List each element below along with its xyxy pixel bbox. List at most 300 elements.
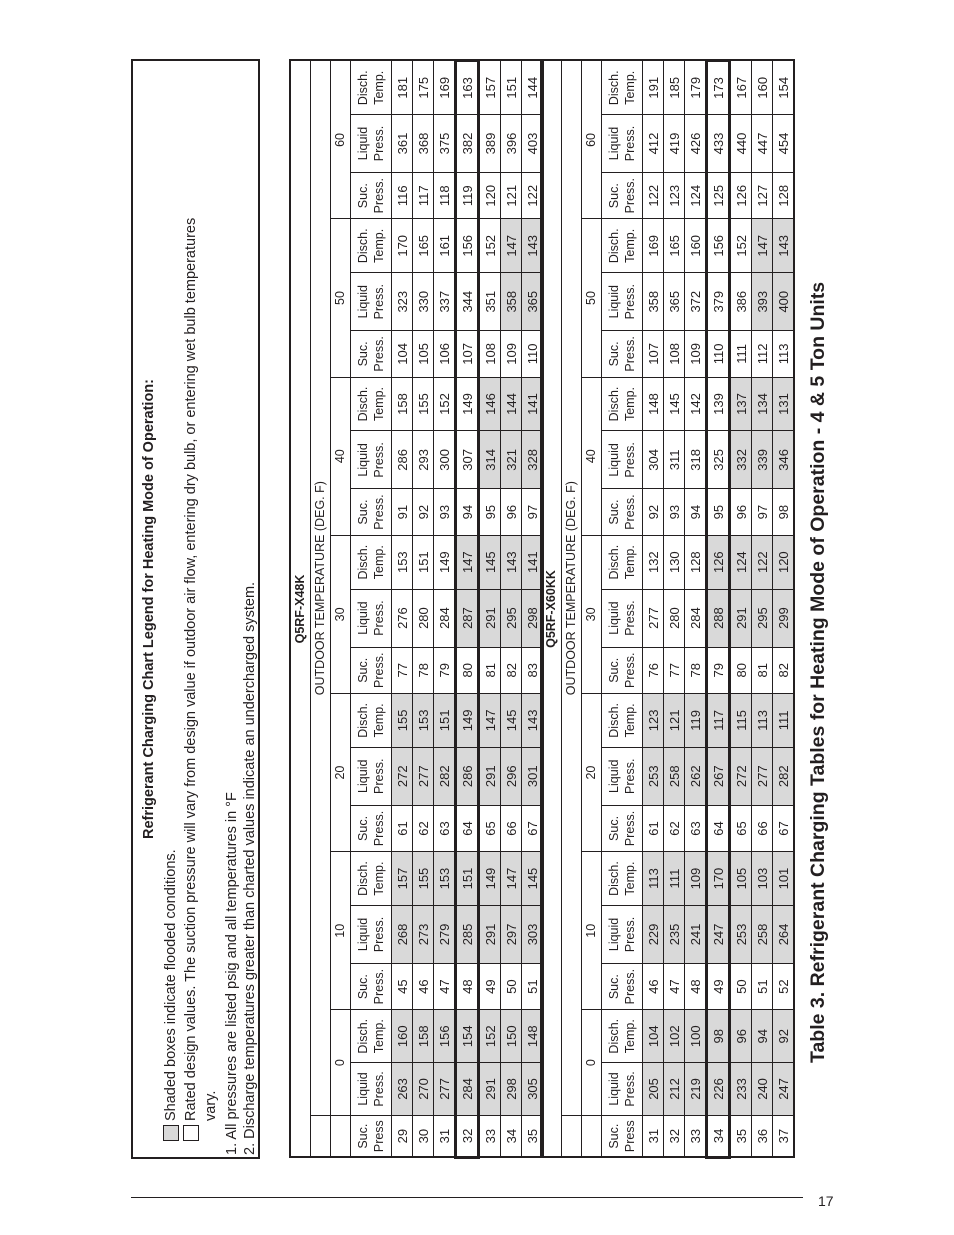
- row-suction-pressure: 31: [643, 1115, 664, 1157]
- data-cell: 154: [456, 1010, 479, 1063]
- data-cell: 82: [501, 647, 522, 693]
- suction-pressure-col-header: [602, 805, 643, 851]
- discharge-temp-col-header-line1: Disch.: [607, 703, 621, 738]
- suction-pressure-col-header-line2: Press.: [372, 968, 386, 1005]
- legend-box: [131, 59, 260, 1159]
- data-cell: 124: [685, 173, 707, 219]
- suction-pressure-col-header-line1: Suc.: [356, 499, 370, 525]
- suction-pressure-col-header-line1: Suc.: [356, 974, 370, 1000]
- data-cell: 127: [752, 173, 773, 219]
- data-cell: 267: [707, 747, 730, 805]
- data-cell: 272: [730, 747, 752, 805]
- data-cell: 291: [730, 589, 752, 647]
- row-suction-pressure: 32: [456, 1115, 479, 1157]
- data-cell: 346: [773, 431, 795, 489]
- discharge-temp-col-header-line2: Temp.: [372, 861, 386, 896]
- suction-pressure-col-header: [602, 331, 643, 377]
- data-cell: 121: [664, 693, 685, 747]
- data-cell: 212: [664, 1063, 685, 1116]
- data-cell: 303: [522, 905, 544, 963]
- table-row: [707, 61, 730, 1158]
- data-cell: 339: [752, 431, 773, 489]
- data-cell: 118: [434, 173, 456, 219]
- data-cell: 170: [707, 852, 730, 906]
- table-row: [773, 61, 795, 1158]
- liquid-pressure-col-header: [351, 589, 392, 647]
- data-cell: 147: [501, 852, 522, 906]
- outdoor-spacer: [562, 1115, 582, 1157]
- discharge-temp-col-header-line1: Disch.: [356, 70, 370, 106]
- footer-rule: [131, 1197, 803, 1198]
- data-cell: 286: [392, 431, 413, 489]
- data-cell: 191: [643, 61, 664, 115]
- data-cell: 454: [773, 115, 795, 173]
- data-cell: 64: [707, 805, 730, 851]
- table-row: [685, 61, 707, 1158]
- discharge-temp-col-header-line1: Disch.: [356, 703, 370, 738]
- legend-title: Refrigerant Charging Chart Legend for Heating Mode of Operation:: [141, 379, 157, 839]
- data-cell: 328: [522, 431, 544, 489]
- data-cell: 149: [456, 693, 479, 747]
- data-cell: 258: [664, 747, 685, 805]
- table-row: [730, 61, 752, 1158]
- data-cell: 337: [434, 273, 456, 331]
- data-cell: 147: [752, 219, 773, 273]
- data-cell: 229: [643, 905, 664, 963]
- data-cell: 382: [456, 115, 479, 173]
- data-cell: 148: [522, 1010, 544, 1063]
- suction-pressure-col-header-line1: Suc.: [356, 815, 370, 841]
- data-cell: 279: [434, 905, 456, 963]
- discharge-temp-col-header-line2: Temp.: [623, 228, 637, 263]
- data-cell: 97: [522, 489, 544, 535]
- data-cell: 47: [434, 963, 456, 1009]
- data-cell: 235: [664, 905, 685, 963]
- liquid-pressure-col-header-line1: Liquid: [356, 601, 370, 635]
- discharge-temp-col-header-line1: Disch.: [356, 228, 370, 264]
- liquid-pressure-col-header-line1: Liquid: [607, 443, 621, 477]
- discharge-temp-col-header-line2: Temp.: [372, 1019, 386, 1054]
- data-cell: 48: [685, 963, 707, 1009]
- data-cell: 205: [643, 1063, 664, 1116]
- data-cell: 111: [730, 331, 752, 377]
- data-cell: 268: [392, 905, 413, 963]
- legend-rated-text: Rated design values. The suction pressure will vary from design value if outdoor air flow, entering dry bulb, or entering wet bulb temperatures: [183, 217, 199, 1121]
- row-suction-pressure: 30: [413, 1115, 434, 1157]
- row-suction-pressure: 37: [773, 1115, 795, 1157]
- discharge-temp-col-header-line2: Temp.: [372, 703, 386, 738]
- liquid-pressure-col-header: [602, 905, 643, 963]
- suction-pressure-col-header-line2: Press.: [372, 336, 386, 372]
- data-cell: 113: [643, 852, 664, 906]
- data-cell: 158: [413, 1010, 434, 1063]
- data-cell: 120: [479, 173, 501, 219]
- data-cell: 67: [773, 805, 795, 851]
- liquid-pressure-col-header-line2: Press.: [372, 283, 386, 320]
- liquid-pressure-col-header-line2: Press.: [623, 283, 637, 320]
- suction-pressure-col-header-line1: Suc.: [356, 657, 370, 683]
- legend-shaded-text: Shaded boxes indicate flooded conditions.: [163, 849, 179, 1121]
- discharge-temp-col-header-line2: Temp.: [623, 1019, 637, 1054]
- outdoor-temp-50: 50: [331, 219, 351, 377]
- data-cell: 126: [730, 173, 752, 219]
- outdoor-temp-30: 30: [331, 535, 351, 693]
- suction-pressure-col-header-line2: Press.: [372, 177, 386, 214]
- suction-pressure-col-header-line1: Suc.: [607, 815, 621, 841]
- discharge-temp-col-header: [602, 1010, 643, 1063]
- table-row: [752, 61, 773, 1158]
- data-cell: 147: [456, 535, 479, 589]
- data-cell: 298: [501, 1063, 522, 1116]
- liquid-pressure-col-header-line2: Press.: [623, 600, 637, 636]
- discharge-temp-col-header: [351, 1010, 392, 1063]
- data-cell: 107: [456, 331, 479, 377]
- suction-pressure-header-line1: Suc.: [356, 1123, 370, 1149]
- data-cell: 80: [456, 647, 479, 693]
- liquid-pressure-col-header-line1: Liquid: [356, 285, 370, 319]
- data-cell: 108: [664, 331, 685, 377]
- data-cell: 115: [730, 693, 752, 747]
- data-cell: 117: [413, 173, 434, 219]
- data-cell: 147: [501, 219, 522, 273]
- data-cell: 165: [664, 219, 685, 273]
- data-cell: 111: [773, 693, 795, 747]
- data-cell: 155: [413, 852, 434, 906]
- liquid-pressure-col-header-line2: Press.: [372, 758, 386, 794]
- data-cell: 173: [707, 61, 730, 115]
- discharge-temp-col-header-line1: Disch.: [356, 1018, 370, 1054]
- data-cell: 46: [643, 963, 664, 1009]
- data-cell: 301: [522, 747, 544, 805]
- data-cell: 330: [413, 273, 434, 331]
- data-cell: 393: [752, 273, 773, 331]
- liquid-pressure-col-header-line1: Liquid: [607, 126, 621, 161]
- discharge-temp-col-header-line1: Disch.: [607, 386, 621, 422]
- data-cell: 149: [456, 377, 479, 431]
- data-cell: 285: [456, 905, 479, 963]
- liquid-pressure-col-header: [602, 1063, 643, 1116]
- data-cell: 264: [773, 905, 795, 963]
- charging-table-x60kk: [540, 59, 795, 1159]
- data-cell: 79: [434, 647, 456, 693]
- outdoor-temp-30: 30: [582, 535, 602, 693]
- data-cell: 152: [434, 377, 456, 431]
- data-cell: 66: [752, 805, 773, 851]
- data-cell: 145: [522, 852, 544, 906]
- data-cell: 400: [773, 273, 795, 331]
- data-cell: 48: [456, 963, 479, 1009]
- model-name: Q5RF-X60KK: [541, 61, 562, 1158]
- outdoor-temperature-header: OUTDOOR TEMPERATURE (DEG. F): [562, 61, 582, 1116]
- data-cell: 152: [730, 219, 752, 273]
- liquid-pressure-col-header-line1: Liquid: [607, 1072, 621, 1106]
- data-cell: 280: [664, 589, 685, 647]
- liquid-pressure-col-header-line2: Press.: [372, 600, 386, 636]
- data-cell: 131: [773, 377, 795, 431]
- data-cell: 63: [685, 805, 707, 851]
- data-cell: 447: [752, 115, 773, 173]
- data-cell: 62: [413, 805, 434, 851]
- data-cell: 156: [707, 219, 730, 273]
- data-cell: 95: [479, 489, 501, 535]
- discharge-temp-col-header: [602, 535, 643, 589]
- suction-pressure-col-header: [351, 331, 392, 377]
- data-cell: 263: [392, 1063, 413, 1116]
- data-cell: 158: [392, 377, 413, 431]
- data-cell: 368: [413, 115, 434, 173]
- data-cell: 96: [730, 1010, 752, 1063]
- data-cell: 106: [434, 331, 456, 377]
- data-cell: 151: [434, 693, 456, 747]
- data-cell: 299: [773, 589, 795, 647]
- suction-pressure-col-header-line1: Suc.: [607, 974, 621, 1000]
- liquid-pressure-col-header-line1: Liquid: [607, 917, 621, 952]
- data-cell: 76: [643, 647, 664, 693]
- liquid-pressure-col-header-line1: Liquid: [356, 917, 370, 952]
- data-cell: 175: [413, 61, 434, 115]
- data-cell: 61: [392, 805, 413, 851]
- discharge-temp-col-header: [351, 852, 392, 906]
- outdoor-row: [311, 61, 331, 1158]
- data-cell: 143: [501, 535, 522, 589]
- data-cell: 100: [685, 1010, 707, 1063]
- data-cell: 52: [773, 963, 795, 1009]
- data-cell: 153: [434, 852, 456, 906]
- suction-pressure-col-header-line2: Press.: [623, 494, 637, 530]
- data-cell: 65: [479, 805, 501, 851]
- data-cell: 51: [752, 963, 773, 1009]
- temperature-row: [331, 61, 351, 1158]
- data-cell: 295: [501, 589, 522, 647]
- data-cell: 258: [752, 905, 773, 963]
- data-cell: 94: [685, 489, 707, 535]
- data-cell: 277: [643, 589, 664, 647]
- data-cell: 247: [773, 1063, 795, 1116]
- data-cell: 122: [643, 173, 664, 219]
- liquid-pressure-col-header-line2: Press.: [623, 442, 637, 478]
- data-cell: 143: [522, 219, 544, 273]
- discharge-temp-col-header-line2: Temp.: [372, 545, 386, 580]
- data-cell: 284: [685, 589, 707, 647]
- suction-pressure-header-line2: Press: [623, 1120, 637, 1153]
- data-cell: 304: [643, 431, 664, 489]
- data-cell: 307: [456, 431, 479, 489]
- data-cell: 64: [456, 805, 479, 851]
- suction-pressure-col-header-line1: Suc.: [607, 341, 621, 367]
- data-cell: 351: [479, 273, 501, 331]
- data-cell: 151: [456, 852, 479, 906]
- data-cell: 154: [773, 61, 795, 115]
- data-cell: 103: [752, 852, 773, 906]
- data-cell: 147: [479, 693, 501, 747]
- discharge-temp-col-header-line1: Disch.: [607, 1018, 621, 1054]
- liquid-pressure-col-header-line1: Liquid: [356, 443, 370, 477]
- discharge-temp-col-header-line1: Disch.: [356, 861, 370, 896]
- data-cell: 161: [434, 219, 456, 273]
- suction-pressure-col-header-line2: Press.: [623, 968, 637, 1005]
- temperature-row: [582, 61, 602, 1158]
- table-row: [413, 61, 434, 1158]
- discharge-temp-col-header-line2: Temp.: [623, 703, 637, 738]
- model-row: [541, 61, 562, 1158]
- discharge-temp-col-header: [351, 535, 392, 589]
- data-cell: 296: [501, 747, 522, 805]
- data-cell: 150: [501, 1010, 522, 1063]
- data-cell: 165: [413, 219, 434, 273]
- data-cell: 102: [664, 1010, 685, 1063]
- data-cell: 291: [479, 1063, 501, 1116]
- data-cell: 104: [392, 331, 413, 377]
- data-cell: 156: [434, 1010, 456, 1063]
- data-cell: 284: [434, 589, 456, 647]
- discharge-temp-col-header-line2: Temp.: [623, 70, 637, 105]
- suction-pressure-col-header-line1: Suc.: [607, 499, 621, 525]
- data-cell: 63: [434, 805, 456, 851]
- data-cell: 119: [456, 173, 479, 219]
- liquid-pressure-col-header-line1: Liquid: [607, 759, 621, 793]
- data-cell: 113: [773, 331, 795, 377]
- charging-table-x48k: [289, 59, 544, 1159]
- data-cell: 111: [664, 852, 685, 906]
- data-cell: 98: [707, 1010, 730, 1063]
- suction-pressure-col-header: [351, 647, 392, 693]
- data-cell: 293: [413, 431, 434, 489]
- suction-pressure-col-header-line2: Press.: [623, 652, 637, 688]
- data-cell: 50: [501, 963, 522, 1009]
- liquid-pressure-col-header-line2: Press.: [372, 442, 386, 478]
- legend-note-1: 1. All pressures are listed psig and all temperatures in °F: [224, 792, 240, 1155]
- discharge-temp-col-header: [351, 377, 392, 431]
- data-cell: 433: [707, 115, 730, 173]
- outdoor-temperature-header: OUTDOOR TEMPERATURE (DEG. F): [311, 61, 331, 1116]
- data-cell: 152: [479, 1010, 501, 1063]
- data-cell: 379: [707, 273, 730, 331]
- discharge-temp-col-header-line1: Disch.: [607, 861, 621, 896]
- discharge-temp-col-header: [602, 219, 643, 273]
- suction-pressure-col-header-line2: Press.: [372, 494, 386, 530]
- discharge-temp-col-header-line2: Temp.: [623, 861, 637, 896]
- data-cell: 49: [479, 963, 501, 1009]
- data-cell: 323: [392, 273, 413, 331]
- data-cell: 137: [730, 377, 752, 431]
- liquid-pressure-col-header: [602, 115, 643, 173]
- liquid-pressure-col-header-line1: Liquid: [356, 126, 370, 161]
- discharge-temp-col-header: [602, 61, 643, 115]
- discharge-temp-col-header: [351, 61, 392, 115]
- data-cell: 46: [413, 963, 434, 1009]
- data-cell: 67: [522, 805, 544, 851]
- data-cell: 305: [522, 1063, 544, 1116]
- data-cell: 49: [707, 963, 730, 1009]
- table-row: [664, 61, 685, 1158]
- data-cell: 50: [730, 963, 752, 1009]
- data-cell: 361: [392, 115, 413, 173]
- data-cell: 151: [501, 61, 522, 115]
- data-cell: 79: [707, 647, 730, 693]
- data-cell: 81: [479, 647, 501, 693]
- data-cell: 78: [413, 647, 434, 693]
- data-cell: 92: [773, 1010, 795, 1063]
- data-cell: 119: [685, 693, 707, 747]
- data-cell: 389: [479, 115, 501, 173]
- data-cell: 277: [752, 747, 773, 805]
- page-number: 17: [818, 1193, 834, 1209]
- row-suction-pressure: 32: [664, 1115, 685, 1157]
- data-cell: 105: [730, 852, 752, 906]
- suction-pressure-header: [351, 1115, 392, 1157]
- data-cell: 291: [479, 747, 501, 805]
- suction-pressure-header: [602, 1115, 643, 1157]
- data-cell: 80: [730, 647, 752, 693]
- data-cell: 157: [392, 852, 413, 906]
- data-cell: 226: [707, 1063, 730, 1116]
- data-cell: 372: [685, 273, 707, 331]
- outdoor-spacer: [311, 1115, 331, 1157]
- data-cell: 97: [752, 489, 773, 535]
- liquid-pressure-col-header-line2: Press.: [623, 916, 637, 953]
- data-cell: 62: [664, 805, 685, 851]
- suction-pressure-header-line1: Suc.: [607, 1123, 621, 1149]
- data-cell: 295: [752, 589, 773, 647]
- row-suction-pressure: 34: [501, 1115, 522, 1157]
- discharge-temp-col-header-line2: Temp.: [372, 228, 386, 263]
- data-cell: 291: [479, 589, 501, 647]
- data-cell: 81: [752, 647, 773, 693]
- data-cell: 219: [685, 1063, 707, 1116]
- data-cell: 358: [643, 273, 664, 331]
- data-cell: 110: [707, 331, 730, 377]
- discharge-temp-col-header-line1: Disch.: [356, 386, 370, 422]
- discharge-temp-col-header-line1: Disch.: [607, 544, 621, 580]
- data-cell: 66: [501, 805, 522, 851]
- data-cell: 185: [664, 61, 685, 115]
- data-cell: 287: [456, 589, 479, 647]
- liquid-pressure-col-header-line1: Liquid: [607, 285, 621, 319]
- outdoor-temp-20: 20: [582, 693, 602, 851]
- data-cell: 160: [392, 1010, 413, 1063]
- data-cell: 300: [434, 431, 456, 489]
- suction-pressure-col-header-line2: Press.: [372, 810, 386, 847]
- data-cell: 276: [392, 589, 413, 647]
- data-cell: 170: [392, 219, 413, 273]
- data-cell: 167: [730, 61, 752, 115]
- data-cell: 375: [434, 115, 456, 173]
- data-cell: 412: [643, 115, 664, 173]
- discharge-temp-col-header-line2: Temp.: [623, 545, 637, 580]
- data-cell: 247: [707, 905, 730, 963]
- liquid-pressure-col-header: [351, 1063, 392, 1116]
- data-cell: 132: [643, 535, 664, 589]
- data-cell: 109: [685, 852, 707, 906]
- table-caption: Table 3. Refrigerant Charging Tables for Heating Mode of Operation - 4 & 5 Ton Units: [807, 281, 829, 1063]
- liquid-pressure-col-header-line1: Liquid: [356, 1072, 370, 1106]
- outdoor-temp-50: 50: [582, 219, 602, 377]
- liquid-pressure-col-header-line2: Press.: [623, 1071, 637, 1107]
- data-cell: 241: [685, 905, 707, 963]
- outdoor-temp-20: 20: [331, 693, 351, 851]
- data-cell: 144: [522, 61, 544, 115]
- suction-pressure-col-header: [602, 647, 643, 693]
- data-cell: 240: [752, 1063, 773, 1116]
- model-name: Q5RF-X48K: [290, 61, 311, 1158]
- data-cell: 181: [392, 61, 413, 115]
- data-cell: 94: [752, 1010, 773, 1063]
- suction-pressure-col-header-line1: Suc.: [607, 183, 621, 209]
- data-cell: 155: [392, 693, 413, 747]
- data-cell: 110: [522, 331, 544, 377]
- data-cell: 45: [392, 963, 413, 1009]
- discharge-temp-col-header-line1: Disch.: [607, 70, 621, 106]
